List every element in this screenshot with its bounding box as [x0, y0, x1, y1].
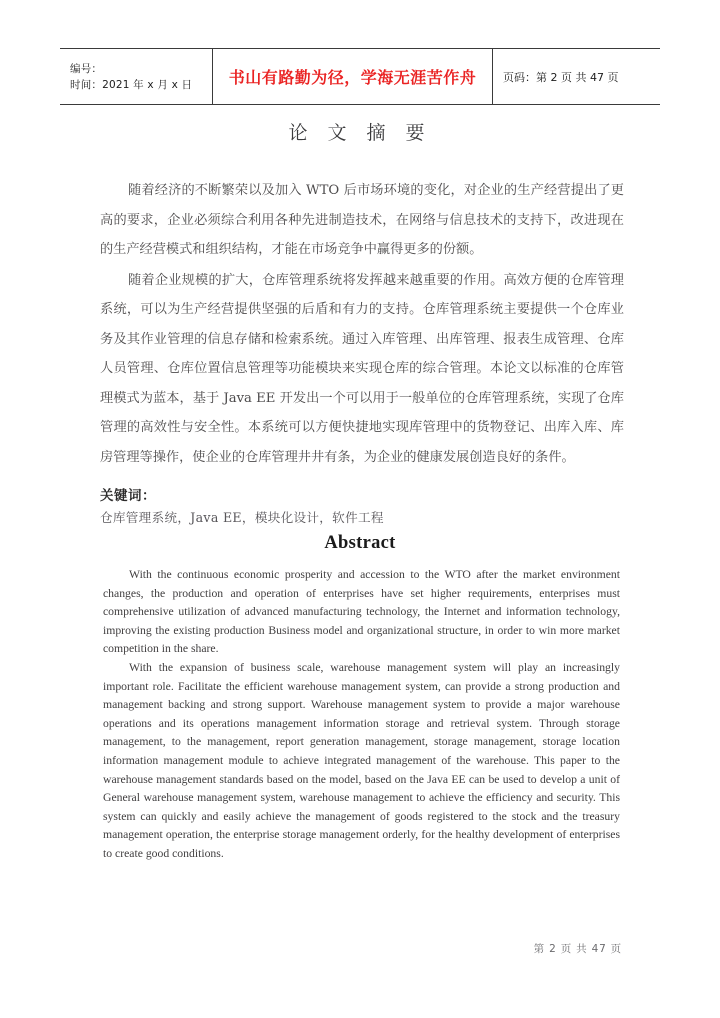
- header-cell-motto: [213, 49, 493, 104]
- keywords-label: 关键词：: [100, 488, 156, 504]
- header-cell-meta: [60, 49, 213, 104]
- keywords-block: [100, 487, 624, 528]
- header-id-label: 编号：: [70, 62, 103, 75]
- chinese-paragraph: 随着经济的不断繁荣以及加入 WTO 后市场环境的变化，对企业的生产经营提出了更高的要求，企业必须综合利用各种先进制造技术，在网络与信息技术的支持下，改进现在的生产经营模式和组织结构，才能在市场竞争中赢得更多的份额。: [100, 183, 624, 257]
- page-footer: 第 2 页 共 47 页: [533, 943, 622, 955]
- abstract-heading: Abstract: [324, 533, 396, 553]
- chinese-paragraph: 随着企业规模的扩大，仓库管理系统将发挥越来越重要的作用。高效方便的仓库管理系统，可以为生产经营提供坚强的后盾和有力的支持。仓库管理系统主要提供一个仓库业务及其作业管理的信息存储和检索系统。通过入库管理、出库管理、报表生成管理、仓库人员管理、仓库位置信息管理等功能模块来实现仓库的综合管理。本论文以标准的仓库管理模式为蓝本，基于 Java EE 开发出一个可以用于一般单位的仓库管理系统，实现了仓库管理的高效性与安全性。本系统可以方便快捷地实现库管理中的货物登记、出库入库、库房管理等操作，使企业的仓库管理井井有条，为企业的健康发展创造良好的条件。: [100, 272, 624, 465]
- header-cell-pagination: [493, 49, 660, 104]
- header-motto-text: 书山有路勤为径，学海无涯苦作舟: [228, 68, 477, 87]
- header-page-text: 页码：第 2 页 共 47 页: [503, 70, 619, 84]
- keywords-values: 仓库管理系统，Java EE，模块化设计，软件工程: [100, 510, 384, 525]
- english-abstract-body: [103, 566, 620, 864]
- english-paragraph: With the expansion of business scale, warehouse management system will play an increasingly important role. Facilitate the efficient warehouse management system, can provide a strong production and management backing and strong support. Warehouse management system to provide a major warehouse operations and its operations management information storage and retrieval system. Through storage management, to the management, report generation management, storage management, storage location information management module to achieve integrated management of the warehouse. This paper to the warehouse management standards based on the model, based on the Java EE can be used to develop a unit of General warehouse management system, warehouse management to achieve the efficiency and security. This system can quickly and easily achieve the management of goods registered to the stock and the treasury management operation, the enterprise storage management orderly, for the healthy development of enterprises to create good conditions.: [103, 660, 620, 860]
- header-date-line: 时间：2021 年 x 月 x 日: [70, 78, 193, 91]
- chinese-abstract-body: [100, 176, 624, 473]
- page-header-table: [60, 48, 660, 105]
- english-paragraph: With the continuous economic prosperity and accession to the WTO after the market environment changes, the production and operation of enterprises have set higher requirements, enterprises must comprehensive utilization of advanced manufacturing technology, the Internet and information technology, improving the existing production Business model and organizational structure, in order to win more market competition in the share.: [103, 568, 620, 656]
- page-title: 论 文 摘 要: [288, 122, 432, 144]
